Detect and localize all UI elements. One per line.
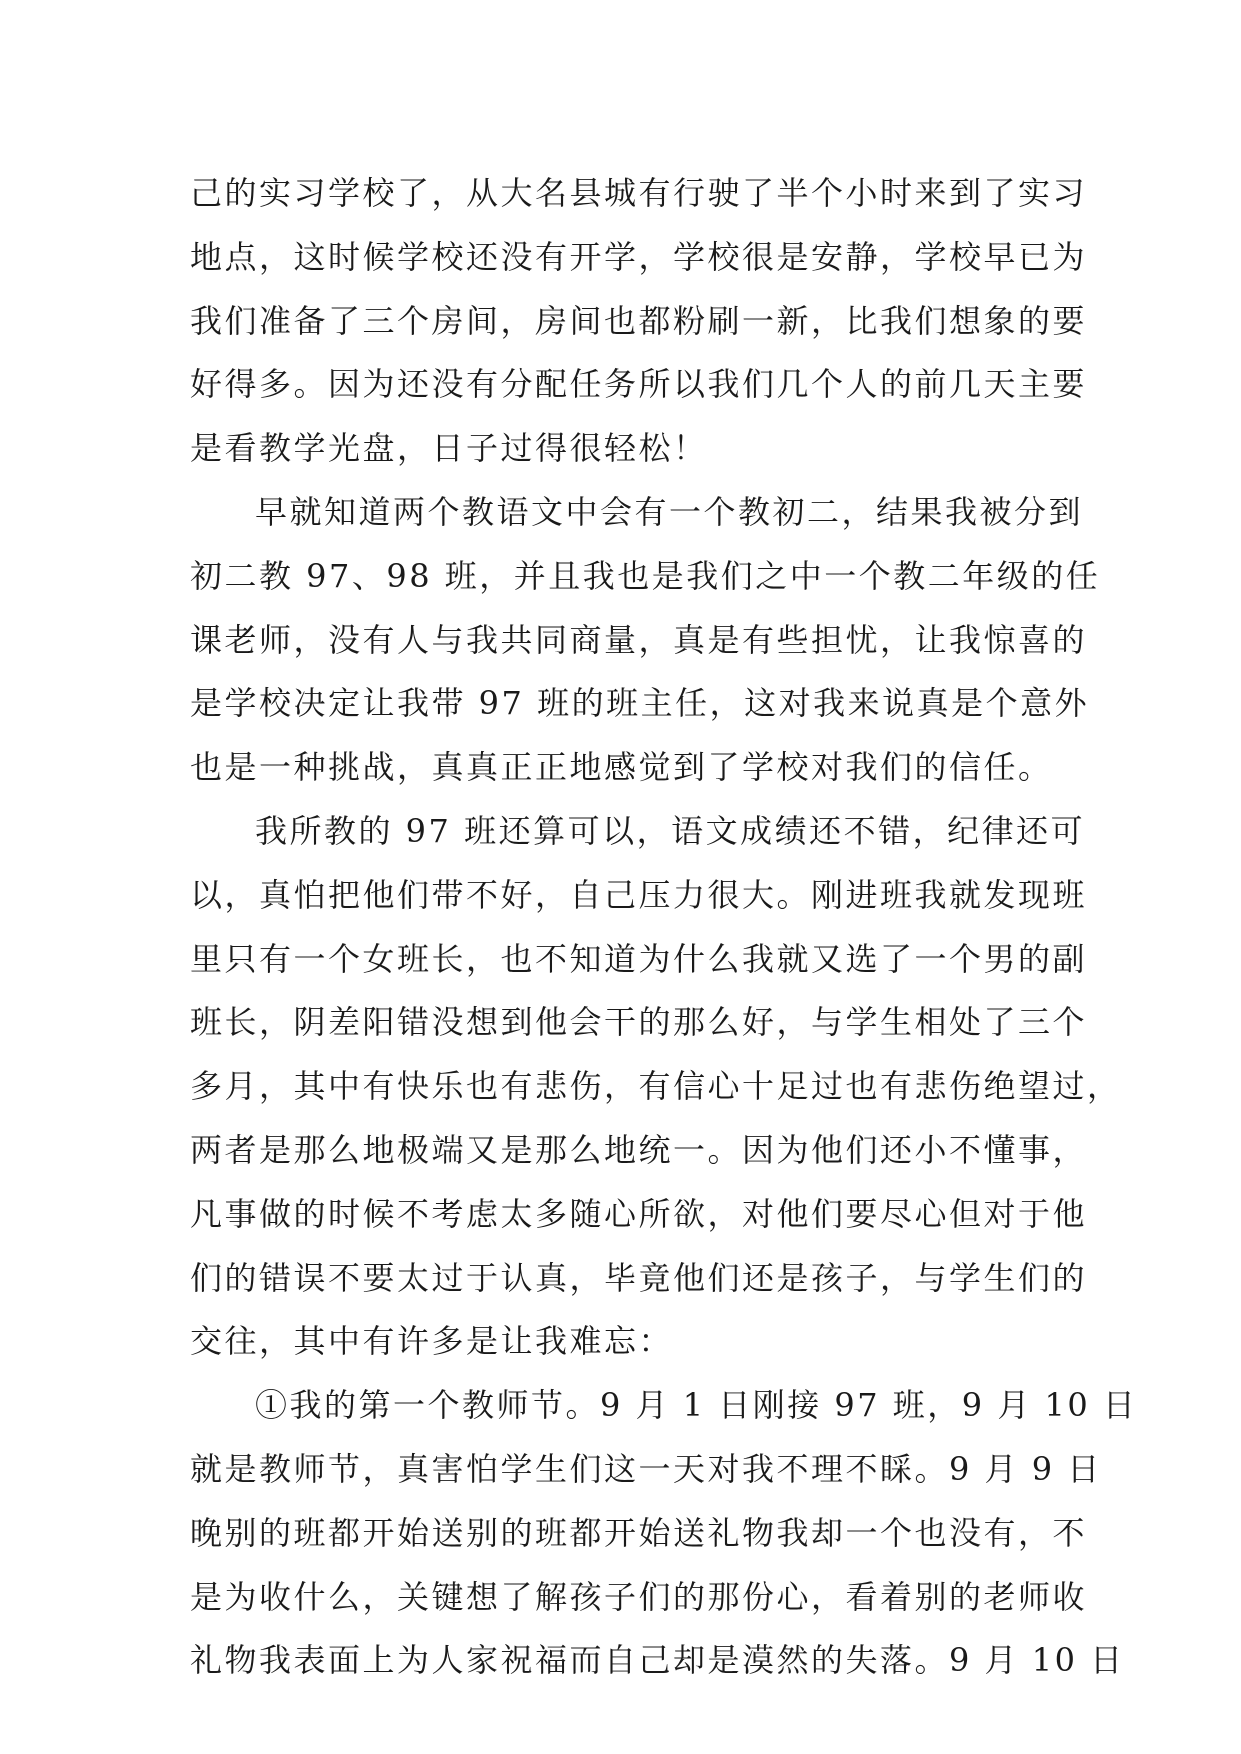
text-line: 好得多。因为还没有分配任务所以我们几个人的前几天主要 bbox=[190, 365, 1088, 404]
paragraph-first-line: 我所教的 97 班还算可以，语文成绩还不错，纪律还可 bbox=[255, 811, 1086, 850]
text-line: 我们准备了三个房间，房间也都粉刷一新，比我们想象的要 bbox=[190, 301, 1088, 340]
text-line: 是看教学光盘，日子过得很轻松！ bbox=[190, 429, 708, 468]
text-line: 就是教师节，真害怕学生们这一天对我不理不睬。9 月 9 日 bbox=[190, 1449, 1102, 1488]
text-line: 们的错误不要太过于认真，毕竟他们还是孩子，与学生们的 bbox=[190, 1258, 1088, 1297]
body-text bbox=[190, 162, 1138, 1693]
text-line: 交往，其中有许多是让我难忘： bbox=[190, 1322, 674, 1361]
text-line: 凡事做的时候不考虑太多随心所欲，对他们要尽心但对于他 bbox=[190, 1194, 1088, 1233]
text-line: 也是一种挑战，真真正正地感觉到了学校对我们的信任。 bbox=[190, 748, 1053, 787]
text-line: 是为收什么，关键想了解孩子们的那份心，看着别的老师收 bbox=[190, 1577, 1088, 1616]
text-line: 地点，这时候学校还没有开学，学校很是安静，学校早已为 bbox=[190, 237, 1088, 276]
paragraph-first-line: ①我的第一个教师节。9 月 1 日刚接 97 班，9 月 10 日 bbox=[255, 1386, 1138, 1425]
text-line: 礼物我表面上为人家祝福而自己却是漠然的失落。9 月 10 日 bbox=[190, 1641, 1125, 1680]
text-line: 晚别的班都开始送别的班都开始送礼物我却一个也没有，不 bbox=[190, 1513, 1088, 1552]
paragraph-first-line: 早就知道两个教语文中会有一个教初二，结果我被分到 bbox=[255, 492, 1084, 531]
text-line: 以，真怕把他们带不好，自己压力很大。刚进班我就发现班 bbox=[190, 875, 1088, 914]
text-line: 是学校决定让我带 97 班的班主任，这对我来说真是个意外 bbox=[190, 684, 1090, 723]
text-line: 多月，其中有快乐也有悲伤，有信心十足过也有悲伤绝望过， bbox=[190, 1067, 1122, 1106]
text-line: 课老师，没有人与我共同商量，真是有些担忧，让我惊喜的 bbox=[190, 620, 1088, 659]
text-line: 己的实习学校了，从大名县城有行驶了半个小时来到了实习 bbox=[190, 174, 1088, 212]
text-line: 里只有一个女班长，也不知道为什么我就又选了一个男的副 bbox=[190, 939, 1088, 978]
text-line: 初二教 97、98 班，并且我也是我们之中一个教二年级的任 bbox=[190, 556, 1101, 595]
text-line: 两者是那么地极端又是那么地统一。因为他们还小不懂事， bbox=[190, 1130, 1088, 1169]
text-line: 班长，阴差阳错没想到他会干的那么好，与学生相处了三个 bbox=[190, 1003, 1088, 1042]
